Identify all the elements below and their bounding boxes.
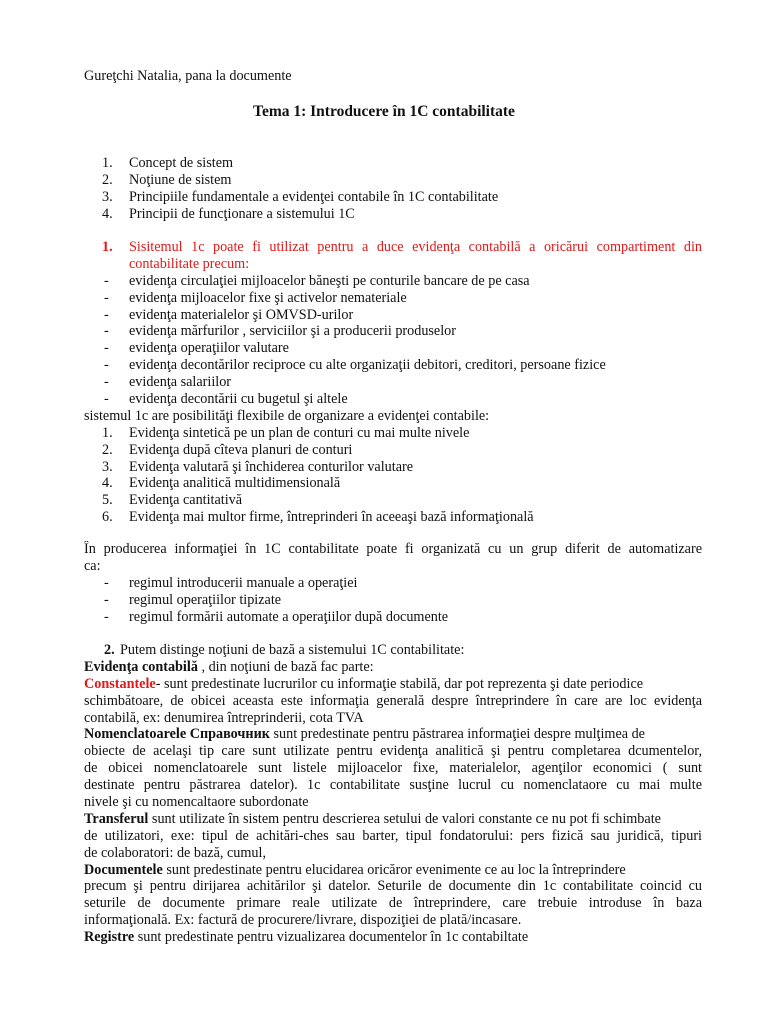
list-item: 5. Evidenţa cantitativă bbox=[102, 492, 243, 509]
list-item: 3. Principiile fundamentale a evidenţei contabile în 1C contabilitate bbox=[102, 188, 499, 205]
list-item: - regimul introducerii manuale a operaţiei bbox=[104, 574, 358, 591]
list-item: 3. Evidenţa valutară şi închiderea conturilor valutare bbox=[102, 458, 414, 475]
list-item: - evidenţa materialelor şi OMVSD-urilor bbox=[104, 306, 354, 323]
list-item: 2. Evidenţa după cîteva planuri de conturi bbox=[102, 441, 353, 458]
section-1-heading-cont: contabilitate precum: bbox=[129, 255, 250, 272]
list-item: - evidenţa salariilor bbox=[104, 374, 232, 391]
possibilities-intro: sistemul 1c are posibilităţi flexibile de organizare a evidenţei contabile: bbox=[84, 407, 490, 424]
list-item: 1. Concept de sistem bbox=[102, 155, 234, 171]
list-item: 2. Noţiune de sistem bbox=[102, 171, 232, 188]
list-item: 1. Evidenţa sintetică pe un plan de conturi cu mai multe nivele bbox=[102, 424, 470, 441]
section-2-heading: 2. Putem distinge noţiuni de bază a sistemului 1C contabilitate: bbox=[104, 642, 465, 658]
list-item: - evidenţa mărfurilor , serviciilor şi a producerii produselor bbox=[104, 323, 456, 340]
registre-paragraph: Registre sunt predestinate pentru vizualizarea documentelor în 1c contabiltate bbox=[84, 929, 529, 946]
section-2 bbox=[84, 642, 702, 946]
constantele-paragraph: Constantele- sunt predestinate lucrurilor cu informaţie stabilă, dar pot reprezenta şi date periodice schimbătoare, de obicei aceasta este informaţia generală despre întreprindere în care are loc evidenţa contabilă, ex: denumirea întreprinderii, cota TVA bbox=[84, 675, 702, 726]
evidenta-line: Evidenţa contabilă , din noţiuni de bază fac parte: bbox=[84, 658, 374, 675]
documentele-paragraph: Documentele sunt predestinate pentru elucidarea oricăror evenimente ce au loc la întreprindere precum şi pentru dirijarea achitărilor şi datelor. Seturile de documente din 1c contabilitate coincid cu seturile de documente primare reale utilizate de întreprindere, care trebuie introduse în baza informaţională. Ex: factură de procurere/livrare, dispoziţiei de plată/incasare. bbox=[84, 861, 702, 929]
list-item: - evidenţa decontărilor reciproce cu alte organizaţii debitori, creditori, persoane fizice bbox=[104, 357, 606, 374]
list-item: 6. Evidenţa mai multor firme, întreprinderi în aceeaşi bază informaţională bbox=[102, 509, 534, 526]
list-item: - evidenţa circulaţiei mijloacelor băneşti pe conturile bancare de pe casa bbox=[104, 272, 530, 289]
author-line: Gureţchi Natalia, pana la documente bbox=[84, 68, 292, 84]
list-item: - evidenţa operaţiilor valutare bbox=[104, 340, 289, 357]
list-item: - regimul formării automate a operaţiilor după documente bbox=[104, 608, 449, 625]
section-1-heading: 1. Sisitemul 1c poate fi utilizat pentru a duce evidenţa contabilă a oricărui compartiment din bbox=[102, 239, 702, 255]
list-item: - evidenţa mijloacelor fixe şi activelor nemateriale bbox=[104, 289, 407, 306]
list-item: - regimul operaţiilor tipizate bbox=[104, 591, 282, 608]
outline-list bbox=[84, 155, 702, 223]
automation-paragraph: În producerea informaţiei în 1C contabilitate poate fi organizată cu un grup diferit de automatizare ca: - regimul introducerii manuale a operaţiei - regimul operaţiilor tipizate - regimul formării automate a operaţiilor după documente bbox=[84, 541, 702, 625]
nomenclatoare-paragraph: Nomenclatoarele Справочник sunt predestinate pentru păstrarea informaţiei despre mulţimea de obiecte de acelaşi tip care sunt utilizate pentru evidenţa analitică şi pentru completarea dcumentelor, de obicei nomenclatoarele sunt listele mijloacelor fixe, materialelor, agenţilor economici ( sunt destinate pentru păstrarea datelor). 1c contabilitate susţine lucrul cu nomenclataore cu mai multe nivele şi cu nomencaltaore subordonate bbox=[84, 726, 702, 811]
transferul-paragraph: Transferul sunt utilizate în sistem pentru descrierea setului de valori constante ce nu pot fi schimbate de utilizatori, exe: tipul de achitări-ches sau barter, tipul fondatorului: pers fizică sau juridică, tipuri de colaboratori: de bază, cumul, bbox=[84, 810, 702, 861]
list-item: 4. Evidenţa analitică multidimensională bbox=[102, 475, 341, 492]
list-item: 4. Principii de funcţionare a sistemului 1C bbox=[102, 205, 355, 222]
page-title: Tema 1: Introducere în 1C contabilitate bbox=[253, 103, 515, 120]
section-1 bbox=[84, 239, 702, 526]
list-item: - evidenţa decontării cu bugetul şi altele bbox=[104, 391, 348, 408]
